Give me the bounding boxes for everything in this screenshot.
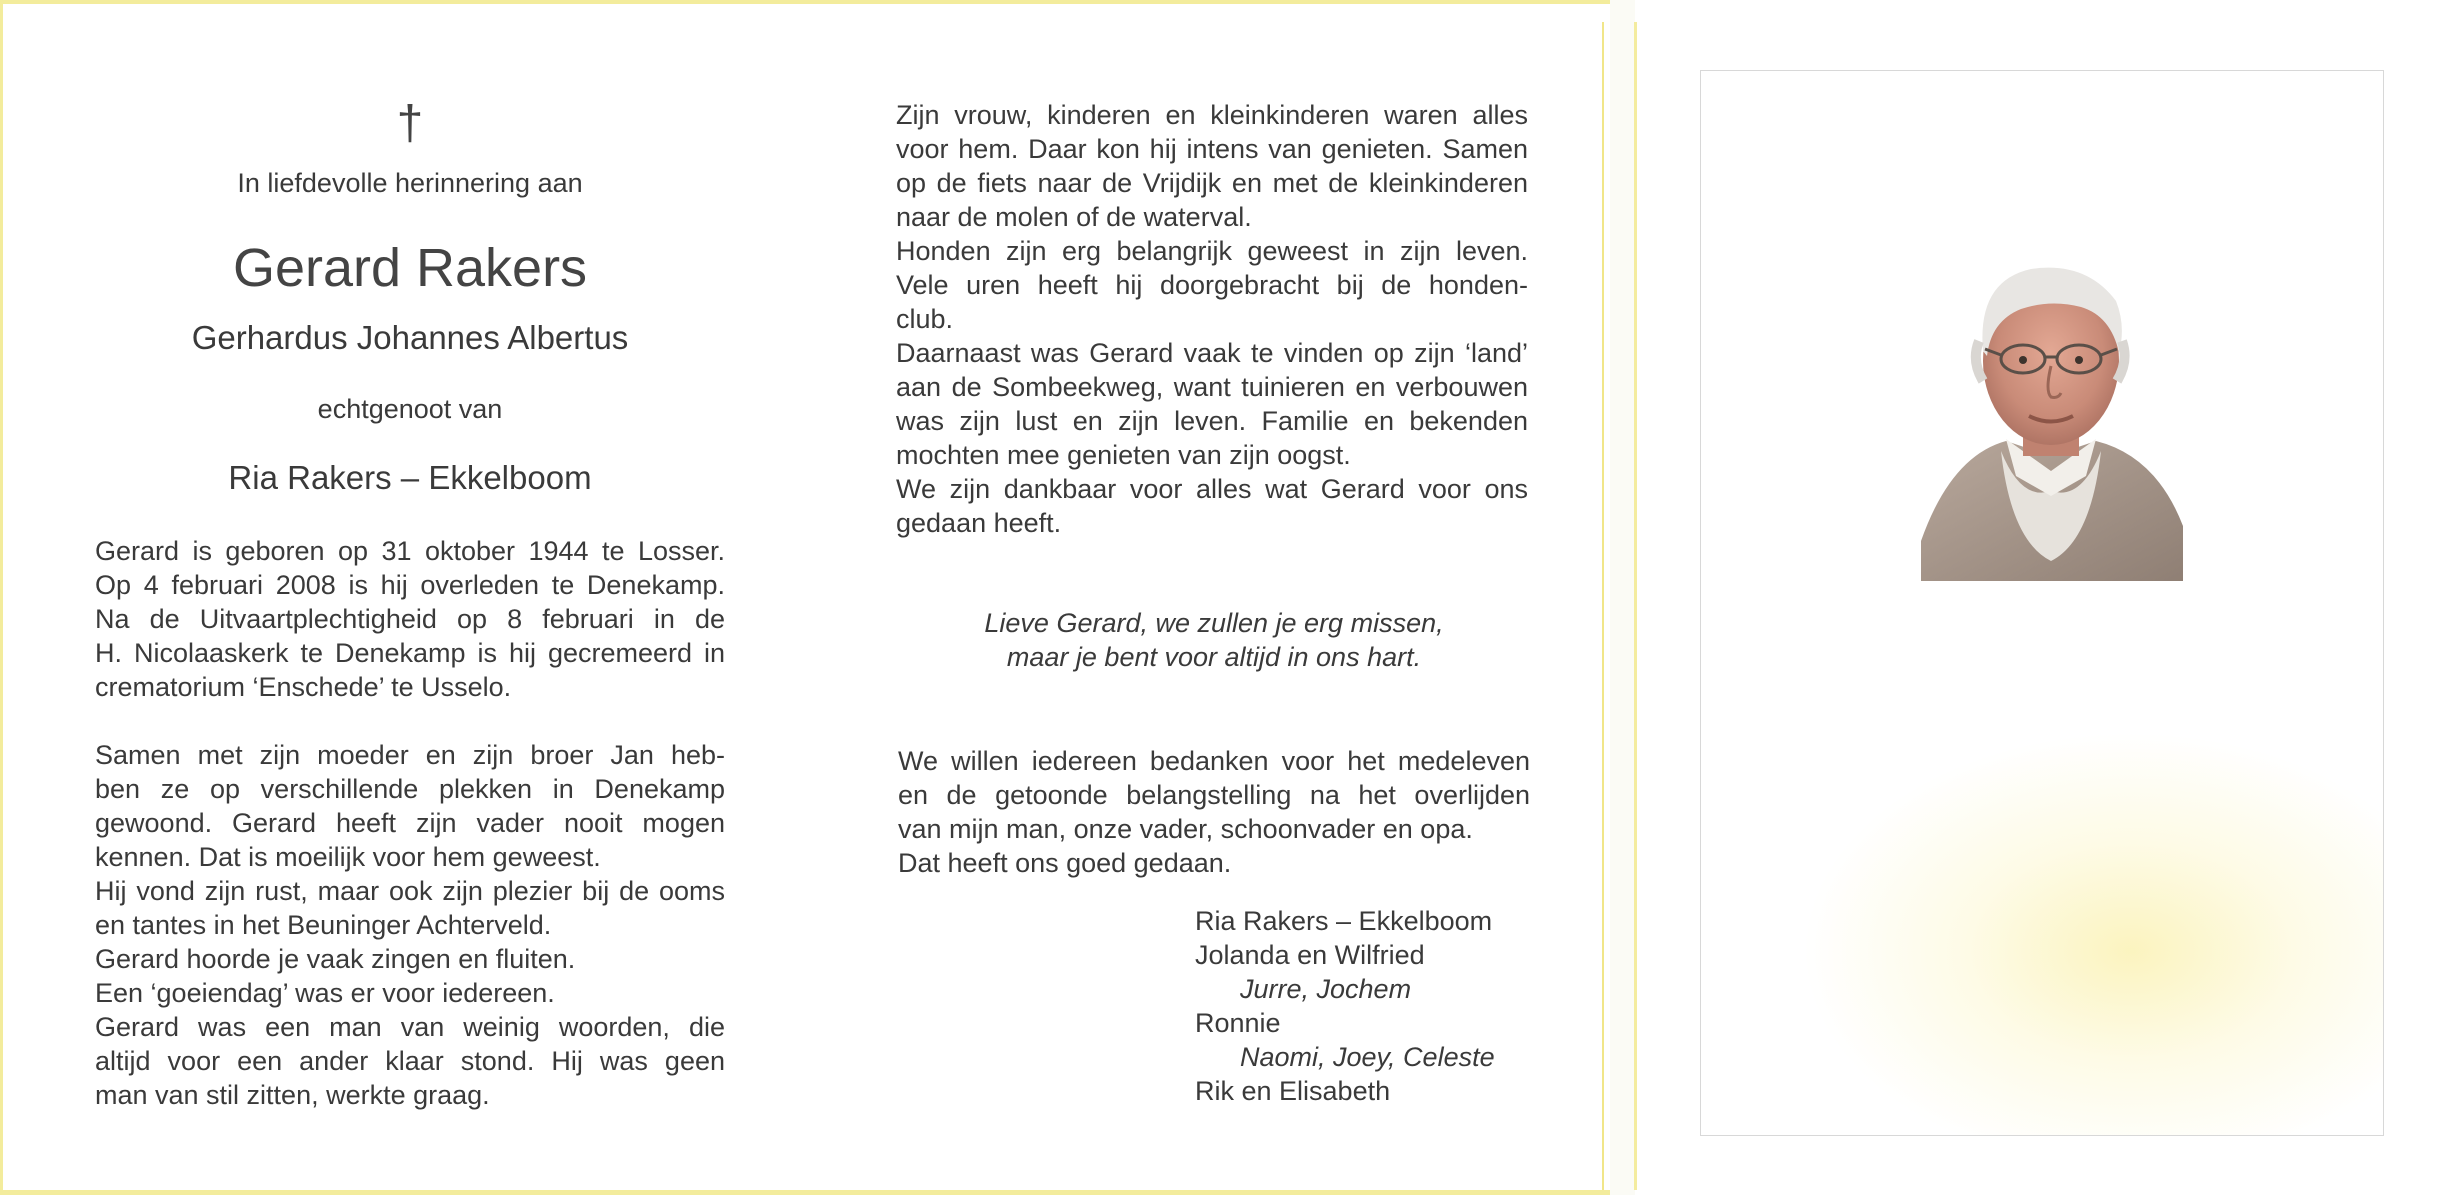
- text-line: man van stil zitten, werkte graag.: [95, 1080, 490, 1110]
- biography-paragraph-2: [95, 738, 725, 1112]
- photo-card: [1700, 70, 2384, 1136]
- decorative-glow: [1801, 731, 2384, 1136]
- intro-text: In liefdevolle herinnering aan: [237, 168, 583, 198]
- portrait-photo: [1911, 241, 2191, 581]
- text-line: Gerard is geboren op 31 oktober 1944 te Losser.: [95, 536, 725, 566]
- paper-edge-bottom: [0, 1190, 1612, 1195]
- text-line: gedaan heeft.: [896, 508, 1062, 538]
- text-line: Daarnaast was Gerard vaak te vinden op zijn ‘land’: [896, 338, 1528, 368]
- paper-edge-top: [0, 0, 1612, 4]
- deceased-full-name: Gerhardus Johannes Albertus: [191, 319, 629, 356]
- text-line: Honden zijn erg belangrijk geweest in zijn leven.: [896, 236, 1528, 266]
- text-line: Gerard hoorde je vaak zingen en fluiten.: [95, 944, 576, 974]
- spouse-label: echtgenoot van: [317, 394, 503, 424]
- family-member: Jolanda en Wilfried: [1195, 940, 1425, 970]
- text-line: Zijn vrouw, kinderen en kleinkinderen waren alles: [896, 100, 1528, 130]
- text-line: Dat heeft ons goed gedaan.: [898, 848, 1232, 878]
- deceased-name: Gerard Rakers: [232, 238, 588, 298]
- biography-paragraph-1: [95, 534, 725, 704]
- family-member: Ria Rakers – Ekkelboom: [1195, 906, 1493, 936]
- spouse-name: Ria Rakers – Ekkelboom: [228, 459, 592, 496]
- text-line: crematorium ‘Enschede’ te Usselo.: [95, 672, 512, 702]
- grandchildren: Naomi, Joey, Celeste: [1240, 1042, 1495, 1072]
- text-line: van mijn man, onze vader, schoonvader en opa.: [898, 814, 1473, 844]
- text-line: H. Nicolaaskerk te Denekamp is hij gecremeerd in: [95, 638, 725, 668]
- family-member: Rik en Elisabeth: [1195, 1076, 1391, 1106]
- cross-symbol: †: [396, 97, 424, 150]
- memorial-quote: [900, 606, 1528, 674]
- quote-line: maar je bent voor altijd in ons hart.: [1006, 642, 1422, 672]
- text-line: Samen met zijn moeder en zijn broer Jan heb-: [95, 740, 725, 770]
- text-line: kennen. Dat is moeilijk voor hem geweest.: [95, 842, 601, 872]
- text-line: gewoond. Gerard heeft zijn vader nooit mogen: [95, 808, 725, 838]
- text-line: Gerard was een man van weinig woorden, die: [95, 1012, 725, 1042]
- text-line: op de fiets naar de Vrijdijk en met de kleinkinderen: [896, 168, 1528, 198]
- paper-edge-left: [0, 0, 3, 1195]
- text-line: naar de molen of de waterval.: [896, 202, 1252, 232]
- text-line: We willen iedereen bedanken voor het medeleven: [898, 746, 1530, 776]
- life-paragraph: [896, 98, 1528, 540]
- text-line: Hij vond zijn rust, maar ook zijn plezier bij de ooms: [95, 876, 725, 906]
- text-line: en de getoonde belangstelling na het overlijden: [898, 780, 1530, 810]
- text-line: mochten mee genieten van zijn oogst.: [896, 440, 1351, 470]
- grandchildren: Jurre, Jochem: [1240, 974, 1412, 1004]
- family-member: Ronnie: [1195, 1008, 1281, 1038]
- text-line: voor hem. Daar kon hij intens van genieten. Samen: [896, 134, 1528, 164]
- family-signatures: [1195, 904, 1635, 1108]
- text-line: Op 4 februari 2008 is hij overleden te Denekamp.: [95, 570, 725, 600]
- text-line: was zijn lust en zijn leven. Familie en bekenden: [896, 406, 1528, 436]
- text-line: club.: [896, 304, 954, 334]
- text-line: Een ‘goeiendag’ was er voor iedereen.: [95, 978, 555, 1008]
- text-line: en tantes in het Beuninger Achterveld.: [95, 910, 552, 940]
- thanks-paragraph: [898, 744, 1530, 880]
- text-line: Na de Uitvaartplechtigheid op 8 februari in de: [95, 604, 725, 634]
- text-line: We zijn dankbaar voor alles wat Gerard voor ons: [896, 474, 1528, 504]
- quote-line: Lieve Gerard, we zullen je erg missen,: [984, 608, 1444, 638]
- text-line: altijd voor een ander klaar stond. Hij was geen: [95, 1046, 725, 1076]
- text-line: aan de Sombeekweg, want tuinieren en verbouwen: [896, 372, 1528, 402]
- text-line: ben ze op verschillende plekken in Denekamp: [95, 774, 725, 804]
- text-line: Vele uren heeft hij doorgebracht bij de honden-: [896, 270, 1528, 300]
